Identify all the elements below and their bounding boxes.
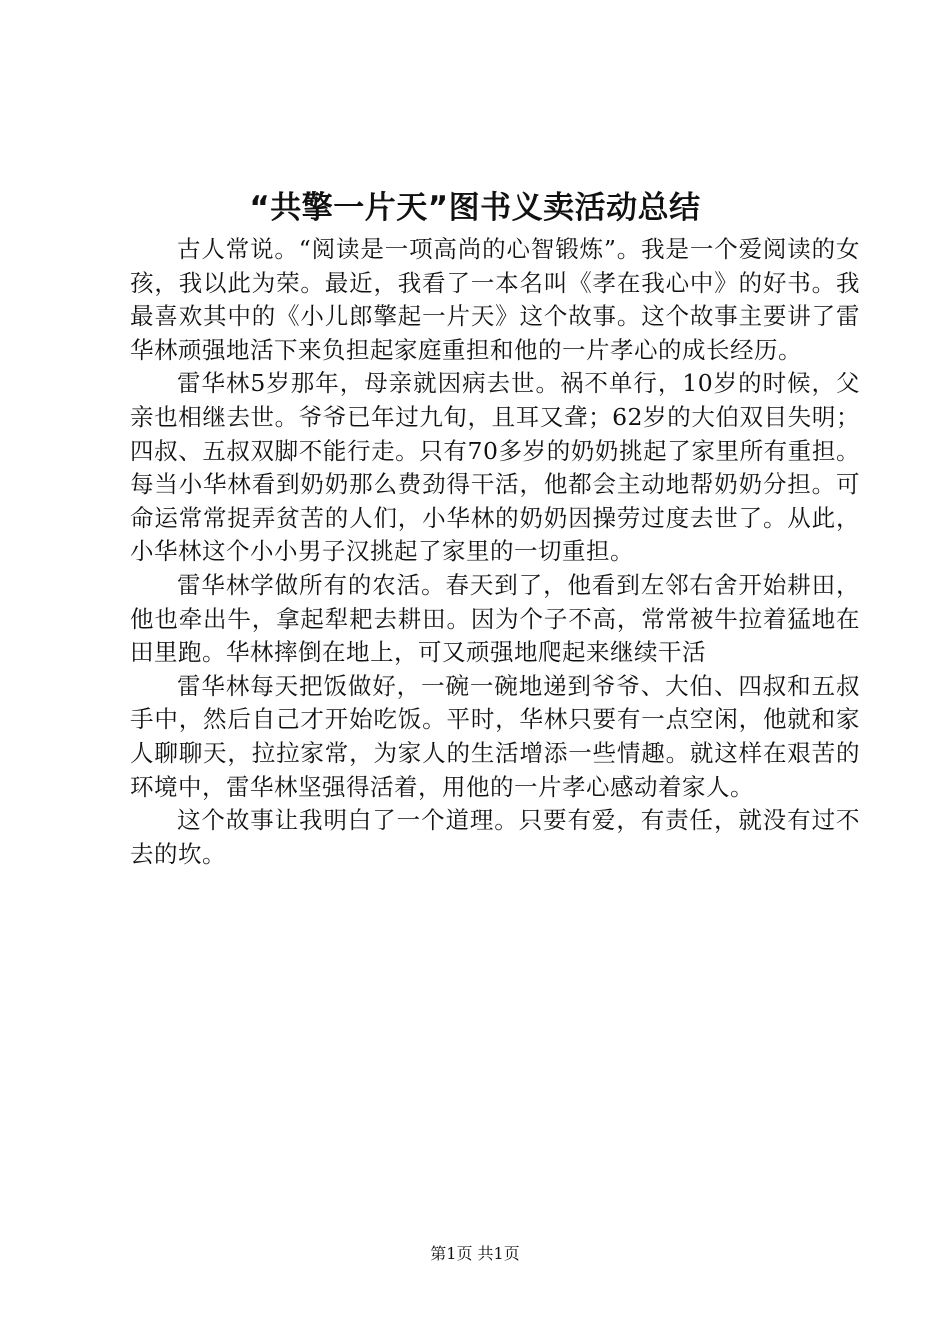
document-title: “共擎一片天”图书义卖活动总结 — [249, 190, 701, 226]
paragraph-5: 这个故事让我明白了一个道理。只要有爱，有责任，就没有过不去的坎。 — [130, 806, 860, 868]
page-footer: 第1页 共1页 — [430, 1244, 520, 1263]
paragraph-4: 雷华林每天把饭做好，一碗一碗地递到爷爷、大伯、四叔和五叔手中，然后自己才开始吃饭。平时，华林只要有一点空闲，他就和家人聊聊天，拉拉家常，为家人的生活增添一些情趣。就这样在艰苦的环境中，雷华林坚强得活着，用他的一片孝心感动着家人。 — [130, 671, 860, 801]
document-body — [130, 233, 860, 871]
paragraph-2: 雷华林5岁那年，母亲就因病去世。祸不单行，10岁的时候，父亲也相继去世。爷爷已年过九旬，且耳又聋；62岁的大伯双目失明；四叔、五叔双脚不能行走。只有70多岁的奶奶挑起了家里所有重担。每当小华林看到奶奶那么费劲得干活，他都会主动地帮奶奶分担。可命运常常捉弄贫苦的人们，小华林的奶奶因操劳过度去世了。从此，小华林这个小小男子汉挑起了家里的一切重担。 — [130, 369, 860, 566]
paragraph-3: 雷华林学做所有的农活。春天到了，他看到左邻右舍开始耕田，他也牵出牛，拿起犁耙去耕田。因为个子不高，常常被牛拉着猛地在田里跑。华林摔倒在地上，可又顽强地爬起来继续干活 — [130, 570, 860, 667]
paragraph-1: 古人常说。“阅读是一项高尚的心智锻炼”。我是一个爱阅读的女孩，我以此为荣。最近，我看了一本名叫《孝在我心中》的好书。我最喜欢其中的《小儿郎擎起一片天》这个故事。这个故事主要讲了雷华林顽强地活下来负担起家庭重担和他的一片孝心的成长经历。 — [130, 235, 860, 364]
